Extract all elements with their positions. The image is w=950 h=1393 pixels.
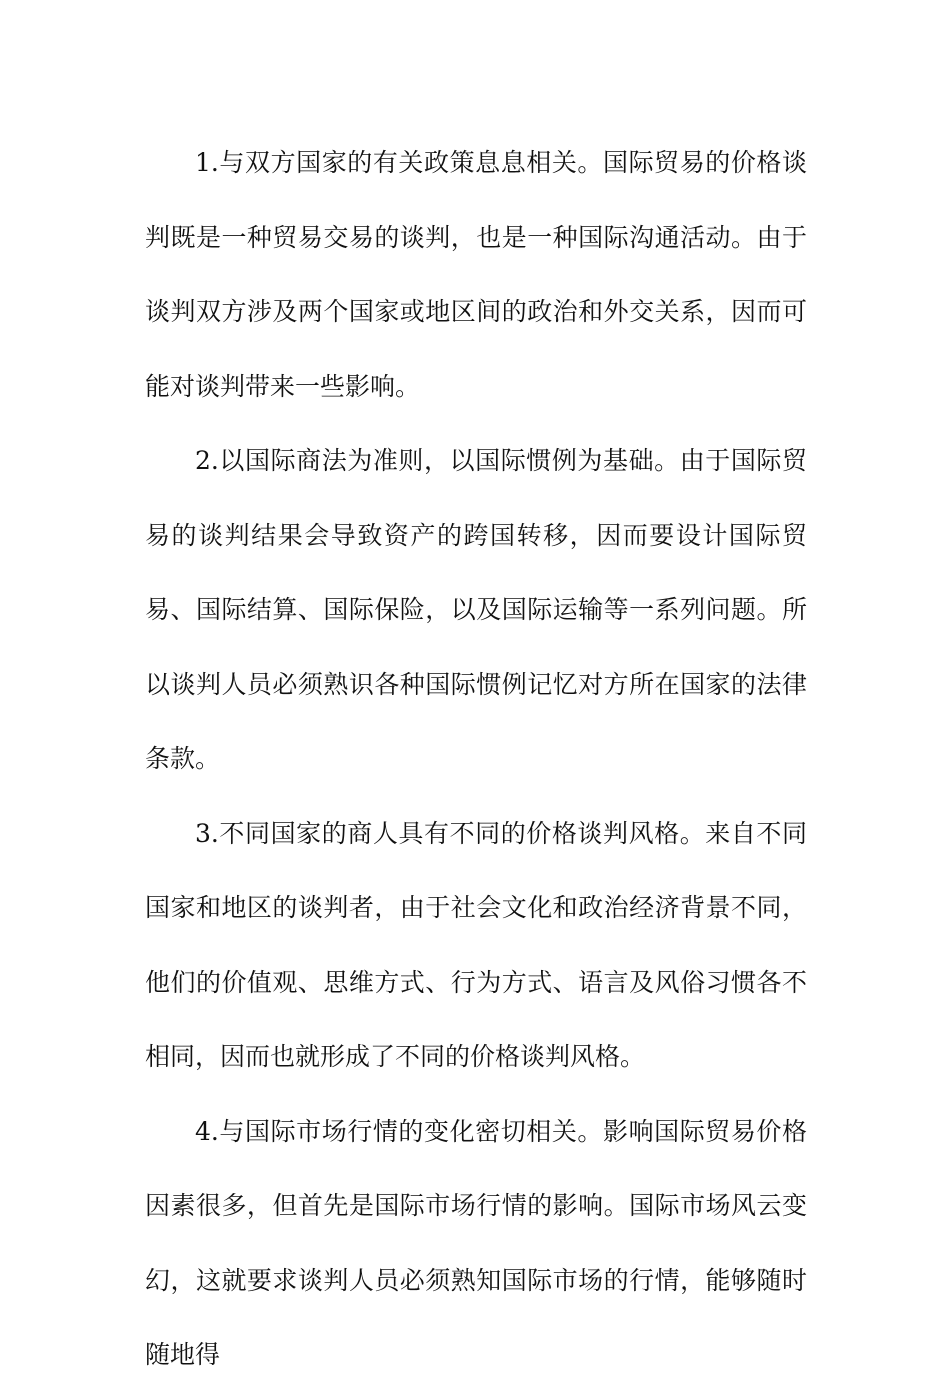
paragraph-1: 1.与双方国家的有关政策息息相关。国际贸易的价格谈判既是一种贸易交易的谈判，也是一种国际沟通活动。由于谈判双方涉及两个国家或地区间的政治和外交关系，因而可能对谈判带来一些影响。 [145, 148, 807, 401]
document-body [145, 126, 807, 1393]
paragraph-4: 4.与国际市场行情的变化密切相关。影响国际贸易价格因素很多，但首先是国际市场行情的影响。国际市场风云变幻，这就要求谈判人员必须熟知国际市场的行情，能够随时随地得 [145, 1116, 807, 1369]
paragraph-3: 3.不同国家的商人具有不同的价格谈判风格。来自不同国家和地区的谈判者，由于社会文化和政治经济背景不同，他们的价值观、思维方式、行为方式、语言及风俗习惯各不相同，因而也就形成了不同的价格谈判风格。 [145, 818, 807, 1071]
paragraph-2: 2.以国际商法为准则，以国际惯例为基础。由于国际贸易的谈判结果会导致资产的跨国转移，因而要设计国际贸易、国际结算、国际保险，以及国际运输等一系列问题。所以谈判人员必须熟识各种国际惯例记忆对方所在国家的法律条款。 [145, 446, 807, 773]
